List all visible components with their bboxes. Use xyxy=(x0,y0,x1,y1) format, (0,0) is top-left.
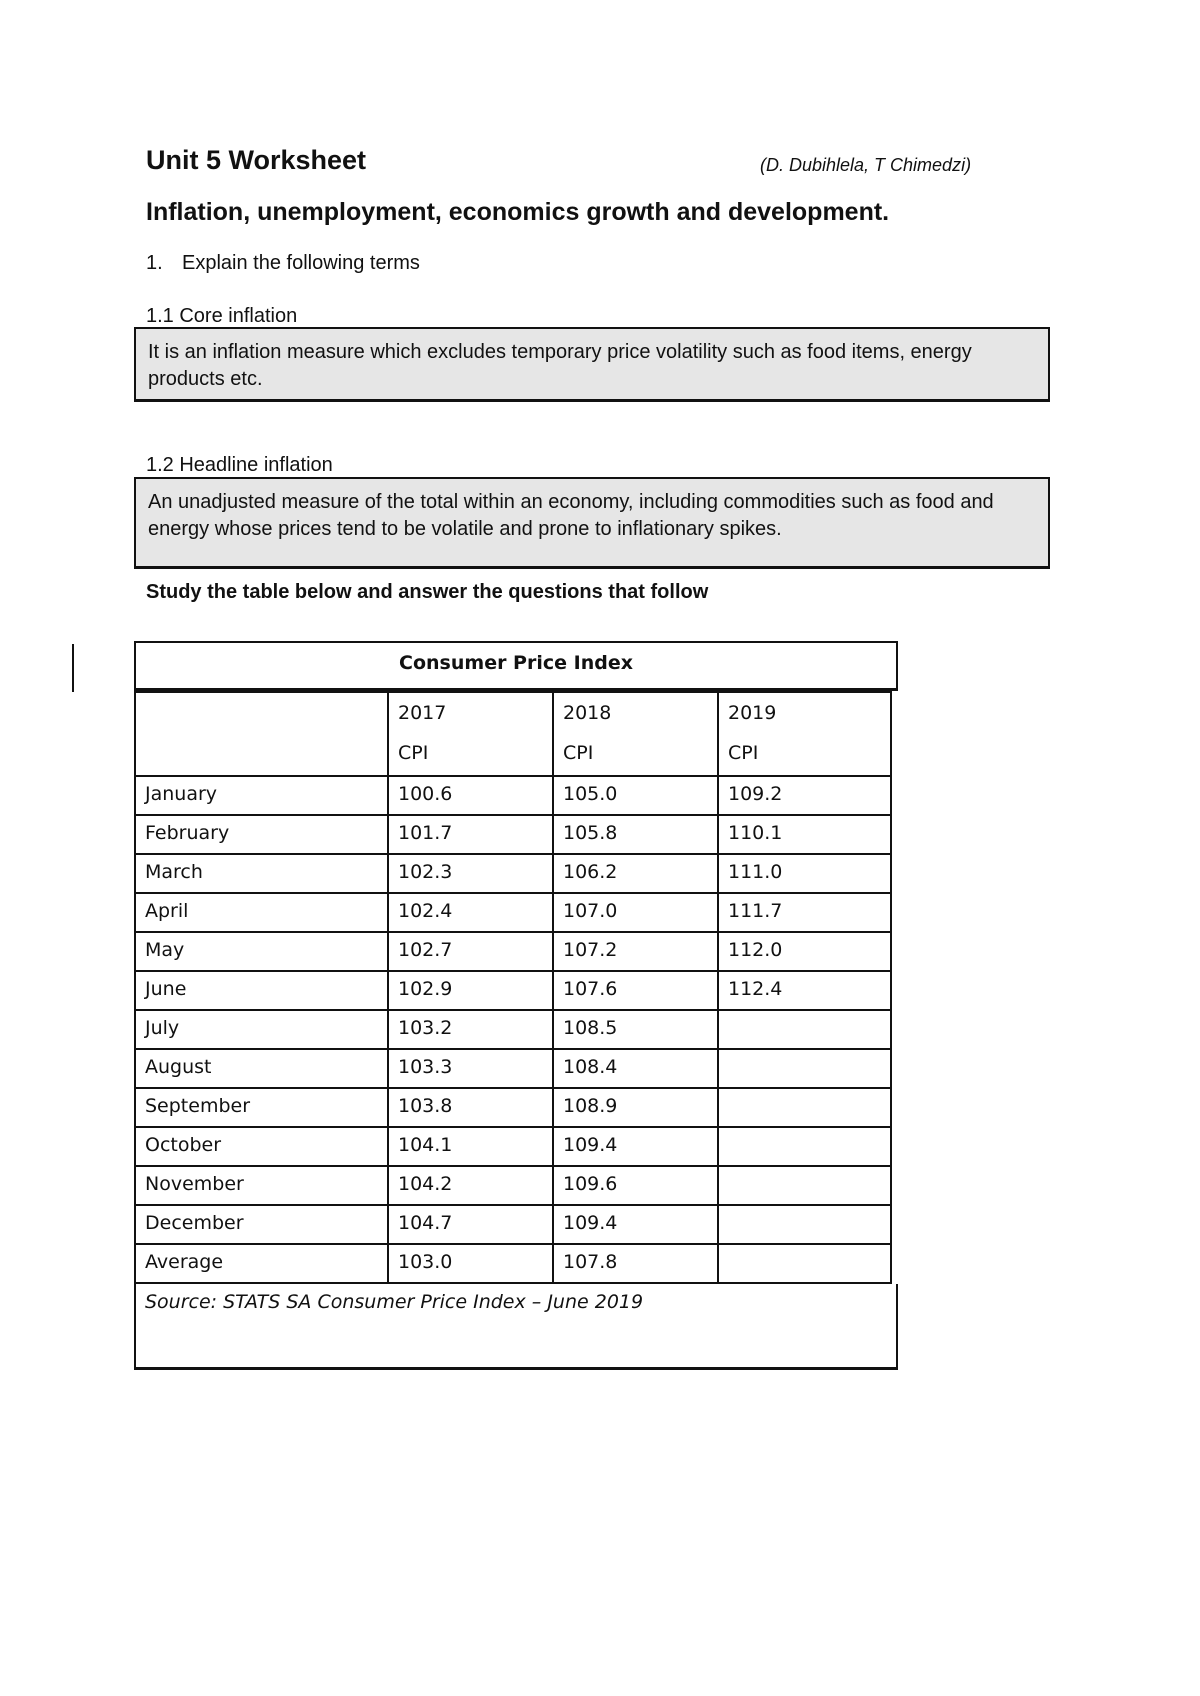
month-cell: July xyxy=(135,1010,388,1049)
table-row xyxy=(135,1010,891,1049)
answer-box-headline-inflation xyxy=(134,477,1050,569)
unit-label: CPI xyxy=(398,742,429,764)
month-cell: March xyxy=(135,854,388,893)
cpi-value-cell xyxy=(718,1205,891,1244)
unit-label: CPI xyxy=(728,742,759,764)
answer-box-core-inflation xyxy=(134,327,1050,402)
question-text: Explain the following terms xyxy=(182,252,420,274)
cpi-value-cell: 102.4 xyxy=(388,893,553,932)
cpi-value-cell xyxy=(718,1088,891,1127)
table-row xyxy=(135,776,891,815)
month-cell: June xyxy=(135,971,388,1010)
cpi-value-cell: 106.2 xyxy=(553,854,718,893)
year-label: 2017 xyxy=(398,702,447,724)
header-empty-cell xyxy=(135,692,388,776)
cpi-value-cell: 107.8 xyxy=(553,1244,718,1283)
text-cursor xyxy=(72,644,74,692)
month-cell: May xyxy=(135,932,388,971)
table-row xyxy=(135,1205,891,1244)
table-row xyxy=(135,932,891,971)
header-year-cell xyxy=(553,692,718,776)
month-cell: December xyxy=(135,1205,388,1244)
cpi-value-cell: 109.2 xyxy=(718,776,891,815)
cpi-value-cell: 112.0 xyxy=(718,932,891,971)
table-row xyxy=(135,854,891,893)
cpi-value-cell: 107.0 xyxy=(553,893,718,932)
month-cell: February xyxy=(135,815,388,854)
cpi-value-cell: 102.3 xyxy=(388,854,553,893)
worksheet-title: Unit 5 Worksheet xyxy=(146,145,367,175)
cpi-value-cell: 108.4 xyxy=(553,1049,718,1088)
cpi-value-cell: 104.2 xyxy=(388,1166,553,1205)
cpi-value-cell: 104.7 xyxy=(388,1205,553,1244)
month-cell: August xyxy=(135,1049,388,1088)
cpi-value-cell xyxy=(718,1166,891,1205)
cpi-value-cell: 108.5 xyxy=(553,1010,718,1049)
table-row xyxy=(135,1127,891,1166)
month-cell: April xyxy=(135,893,388,932)
month-cell: November xyxy=(135,1166,388,1205)
year-label: 2018 xyxy=(563,702,612,724)
cpi-value-cell: 109.6 xyxy=(553,1166,718,1205)
answer-text: An unadjusted measure of the total within an economy, including commodities such as food and energy whose prices tend to be volatile and prone to inflationary spikes. xyxy=(148,491,994,540)
month-cell: Average xyxy=(135,1244,388,1283)
cpi-value-cell xyxy=(718,1049,891,1088)
table-row xyxy=(135,893,891,932)
cpi-value-cell: 103.0 xyxy=(388,1244,553,1283)
cpi-value-cell: 103.2 xyxy=(388,1010,553,1049)
cpi-value-cell xyxy=(718,1127,891,1166)
header-row xyxy=(135,692,891,776)
cpi-value-cell: 107.6 xyxy=(553,971,718,1010)
cpi-value-cell xyxy=(718,1010,891,1049)
table-row xyxy=(135,1244,891,1283)
cpi-value-cell: 105.0 xyxy=(553,776,718,815)
answer-text: It is an inflation measure which excludes temporary price volatility such as food items, energy products etc. xyxy=(148,341,972,390)
cpi-value-cell: 101.7 xyxy=(388,815,553,854)
cpi-value-cell: 103.8 xyxy=(388,1088,553,1127)
cpi-value-cell: 105.8 xyxy=(553,815,718,854)
question-1 xyxy=(146,252,420,275)
term-label-headline-inflation: 1.2 Headline inflation xyxy=(146,454,333,476)
table-source: Source: STATS SA Consumer Price Index – June 2019 xyxy=(134,1284,898,1370)
cpi-value-cell: 104.1 xyxy=(388,1127,553,1166)
table-row xyxy=(135,815,891,854)
cpi-value-cell: 100.6 xyxy=(388,776,553,815)
cpi-value-cell: 109.4 xyxy=(553,1127,718,1166)
header-year-cell xyxy=(388,692,553,776)
table-row xyxy=(135,1088,891,1127)
cpi-value-cell: 102.7 xyxy=(388,932,553,971)
month-cell: October xyxy=(135,1127,388,1166)
cpi-value-cell: 109.4 xyxy=(553,1205,718,1244)
authors: (D. Dubihlela, T Chimedzi) xyxy=(760,155,972,175)
cpi-value-cell: 103.3 xyxy=(388,1049,553,1088)
cpi-value-cell: 111.7 xyxy=(718,893,891,932)
month-cell: January xyxy=(135,776,388,815)
cpi-grid xyxy=(134,691,892,1284)
cpi-value-cell: 108.9 xyxy=(553,1088,718,1127)
cpi-value-cell: 110.1 xyxy=(718,815,891,854)
year-label: 2019 xyxy=(728,702,777,724)
cpi-table-title: Consumer Price Index xyxy=(134,641,898,691)
table-row xyxy=(135,1166,891,1205)
cpi-value-cell: 111.0 xyxy=(718,854,891,893)
table-row xyxy=(135,971,891,1010)
month-cell: September xyxy=(135,1088,388,1127)
term-label-core-inflation: 1.1 Core inflation xyxy=(146,305,298,327)
question-number: 1. xyxy=(146,252,163,274)
table-instruction: Study the table below and answer the questions that follow xyxy=(146,581,709,603)
cpi-table xyxy=(134,641,898,1370)
cpi-value-cell: 102.9 xyxy=(388,971,553,1010)
cpi-value-cell: 112.4 xyxy=(718,971,891,1010)
header-year-cell xyxy=(718,692,891,776)
cpi-value-cell xyxy=(718,1244,891,1283)
cpi-value-cell: 107.2 xyxy=(553,932,718,971)
unit-label: CPI xyxy=(563,742,594,764)
table-row xyxy=(135,1049,891,1088)
worksheet-subtitle: Inflation, unemployment, economics growth and development. xyxy=(146,198,890,226)
